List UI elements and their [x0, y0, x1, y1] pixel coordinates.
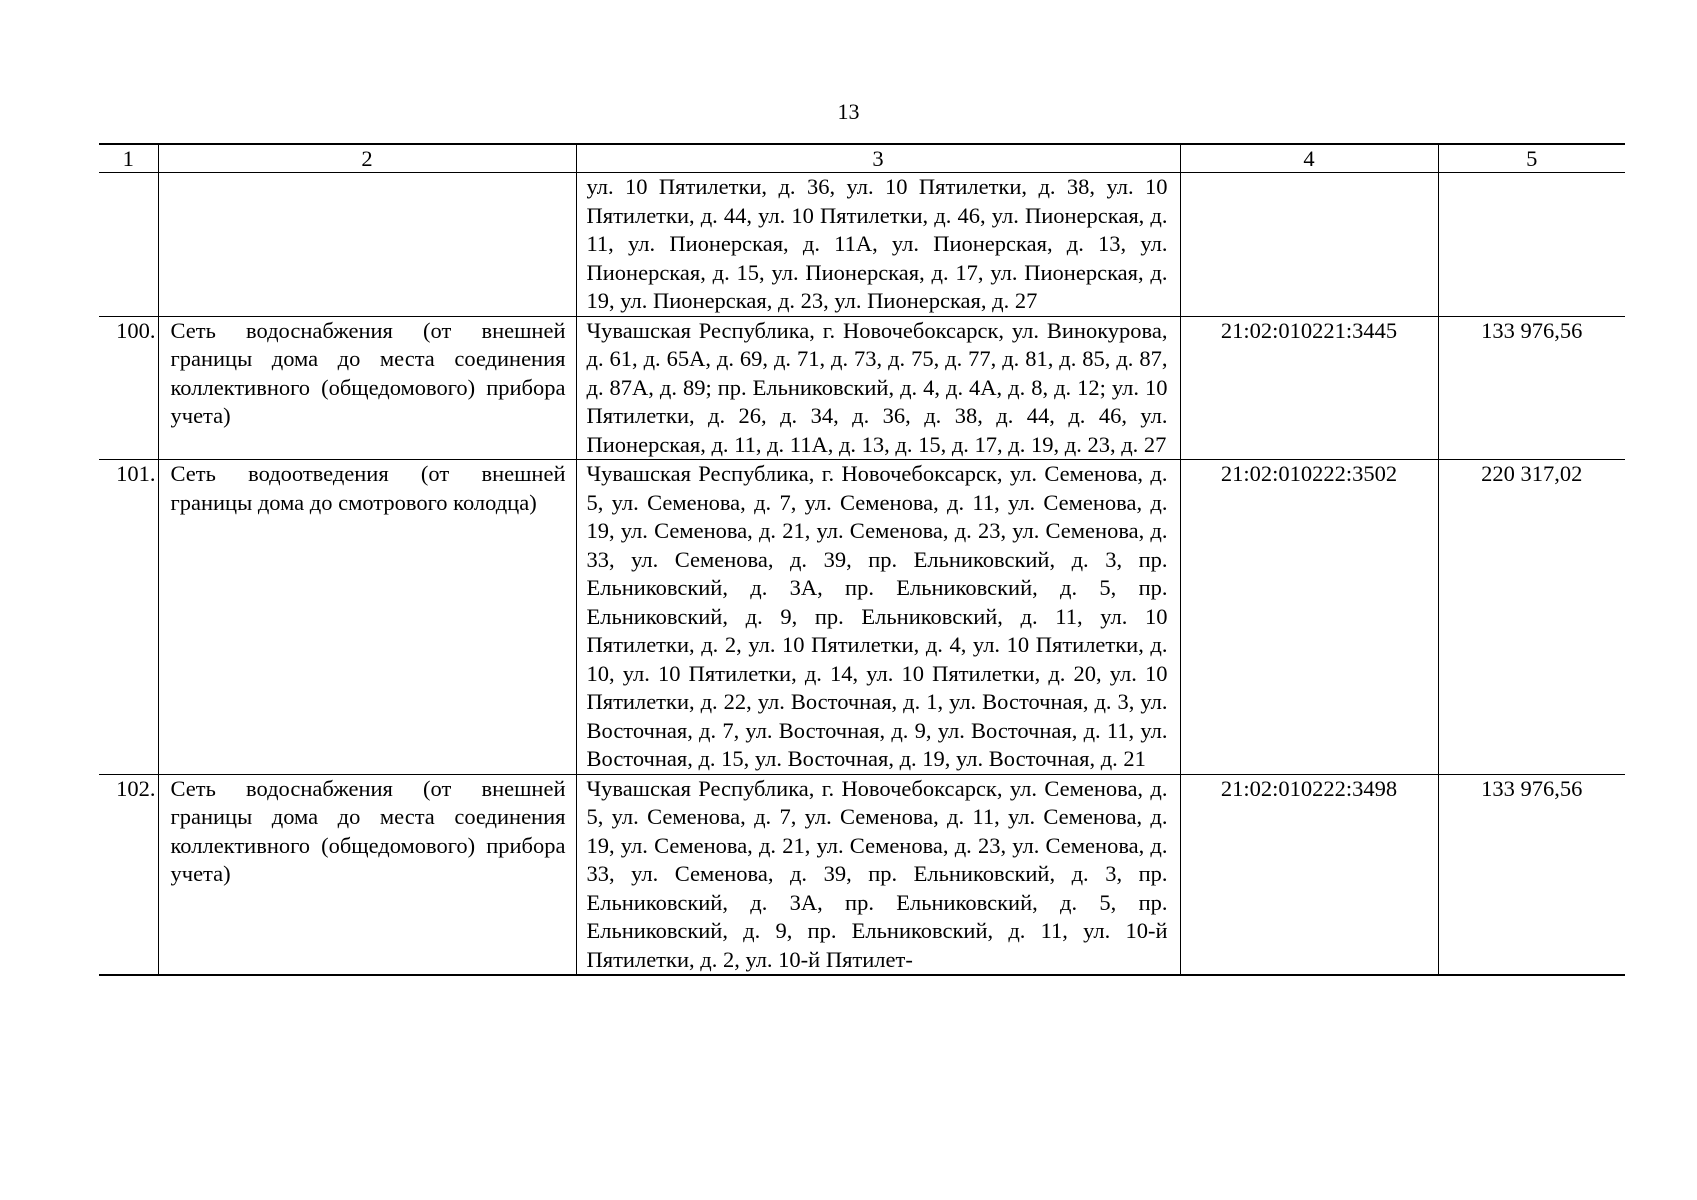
address-cell: Чувашская Республика, г. Новочебоксарск, ул. Винокурова, д. 61, д. 65А, д. 69, д. 71, д. 73, д. 75, д. 77, д. 81, д. 85, д. 87, д. 87А, д. 89; пр. Ельниковский, д. 4, д. 4А, д. 8, д. 12; ул. 10 Пятилетки, д. 26, д. 34, д. 36, д. 38, д. 44, д. 46, ул. Пионерская, д. 11, д. 11А, д. 13, д. 15, д. 17, д. 19, д. 23, д. 27 — [576, 316, 1180, 460]
cadastral-number-cell: 21:02:010221:3445 — [1180, 316, 1438, 460]
column-header-1: 1 — [99, 144, 158, 173]
table-row — [99, 316, 1625, 460]
object-name-cell: Сеть водоснабжения (от внешней границы дома до места соединения коллективного (общедомового) прибора учета) — [158, 316, 576, 460]
object-name-cell: Сеть водоснабжения (от внешней границы дома до места соединения коллективного (общедомового) прибора учета) — [158, 774, 576, 975]
cadastral-number-cell: 21:02:010222:3502 — [1180, 460, 1438, 775]
column-header-3: 3 — [576, 144, 1180, 173]
address-cell: ул. 10 Пятилетки, д. 36, ул. 10 Пятилетки, д. 38, ул. 10 Пятилетки, д. 44, ул. 10 Пятилетки, д. 46, ул. Пионерская, д. 11, ул. Пионерская, д. 11А, ул. Пионерская, д. 13, ул. Пионерская, д. 15, ул. Пионерская, д. 17, ул. Пионерская, д. 19, ул. Пионерская, д. 23, ул. Пионерская, д. 27 — [576, 173, 1180, 317]
column-header-5: 5 — [1438, 144, 1625, 173]
row-number-cell — [99, 173, 158, 317]
table-row-continuation — [99, 173, 1625, 317]
cadastral-number-cell — [1180, 173, 1438, 317]
column-header-4: 4 — [1180, 144, 1438, 173]
row-number-cell: 100. — [99, 316, 158, 460]
property-registry-table — [99, 143, 1625, 976]
address-cell: Чувашская Республика, г. Новочебоксарск, ул. Семенова, д. 5, ул. Семенова, д. 7, ул. Семенова, д. 11, ул. Семенова, д. 19, ул. Семенова, д. 21, ул. Семенова, д. 23, ул. Семенова, д. 33, ул. Семенова, д. 39, пр. Ельниковский, д. 3, пр. Ельниковский, д. 3А, пр. Ельниковский, д. 5, пр. Ельниковский, д. 9, пр. Ельниковский, д. 11, ул. 10 Пятилетки, д. 2, ул. 10 Пятилетки, д. 4, ул. 10 Пятилетки, д. 10, ул. 10 Пятилетки, д. 14, ул. 10 Пятилетки, д. 20, ул. 10 Пятилетки, д. 22, ул. Восточная, д. 1, ул. Восточная, д. 3, ул. Восточная, д. 7, ул. Восточная, д. 9, ул. Восточная, д. 11, ул. Восточная, д. 15, ул. Восточная, д. 19, ул. Восточная, д. 21 — [576, 460, 1180, 775]
page-number: 13 — [837, 99, 860, 124]
cost-cell: 133 976,56 — [1438, 774, 1625, 975]
cost-cell — [1438, 173, 1625, 317]
cost-cell: 133 976,56 — [1438, 316, 1625, 460]
object-name-cell: Сеть водоотведения (от внешней границы дома до смотрового колодца) — [158, 460, 576, 775]
object-name-cell — [158, 173, 576, 317]
table-row — [99, 774, 1625, 975]
cost-cell: 220 317,02 — [1438, 460, 1625, 775]
table-row — [99, 460, 1625, 775]
column-number-row — [99, 144, 1625, 173]
address-cell: Чувашская Республика, г. Новочебоксарск, ул. Семенова, д. 5, ул. Семенова, д. 7, ул. Семенова, д. 11, ул. Семенова, д. 19, ул. Семенова, д. 21, ул. Семенова, д. 23, ул. Семенова, д. 33, ул. Семенова, д. 39, пр. Ельниковский, д. 3, пр. Ельниковский, д. 3А, пр. Ельниковский, д. 5, пр. Ельниковский, д. 9, пр. Ельниковский, д. 11, ул. 10-й Пятилетки, д. 2, ул. 10-й Пятилет- — [576, 774, 1180, 975]
row-number-cell: 102. — [99, 774, 158, 975]
cadastral-number-cell: 21:02:010222:3498 — [1180, 774, 1438, 975]
row-number-cell: 101. — [99, 460, 158, 775]
column-header-2: 2 — [158, 144, 576, 173]
